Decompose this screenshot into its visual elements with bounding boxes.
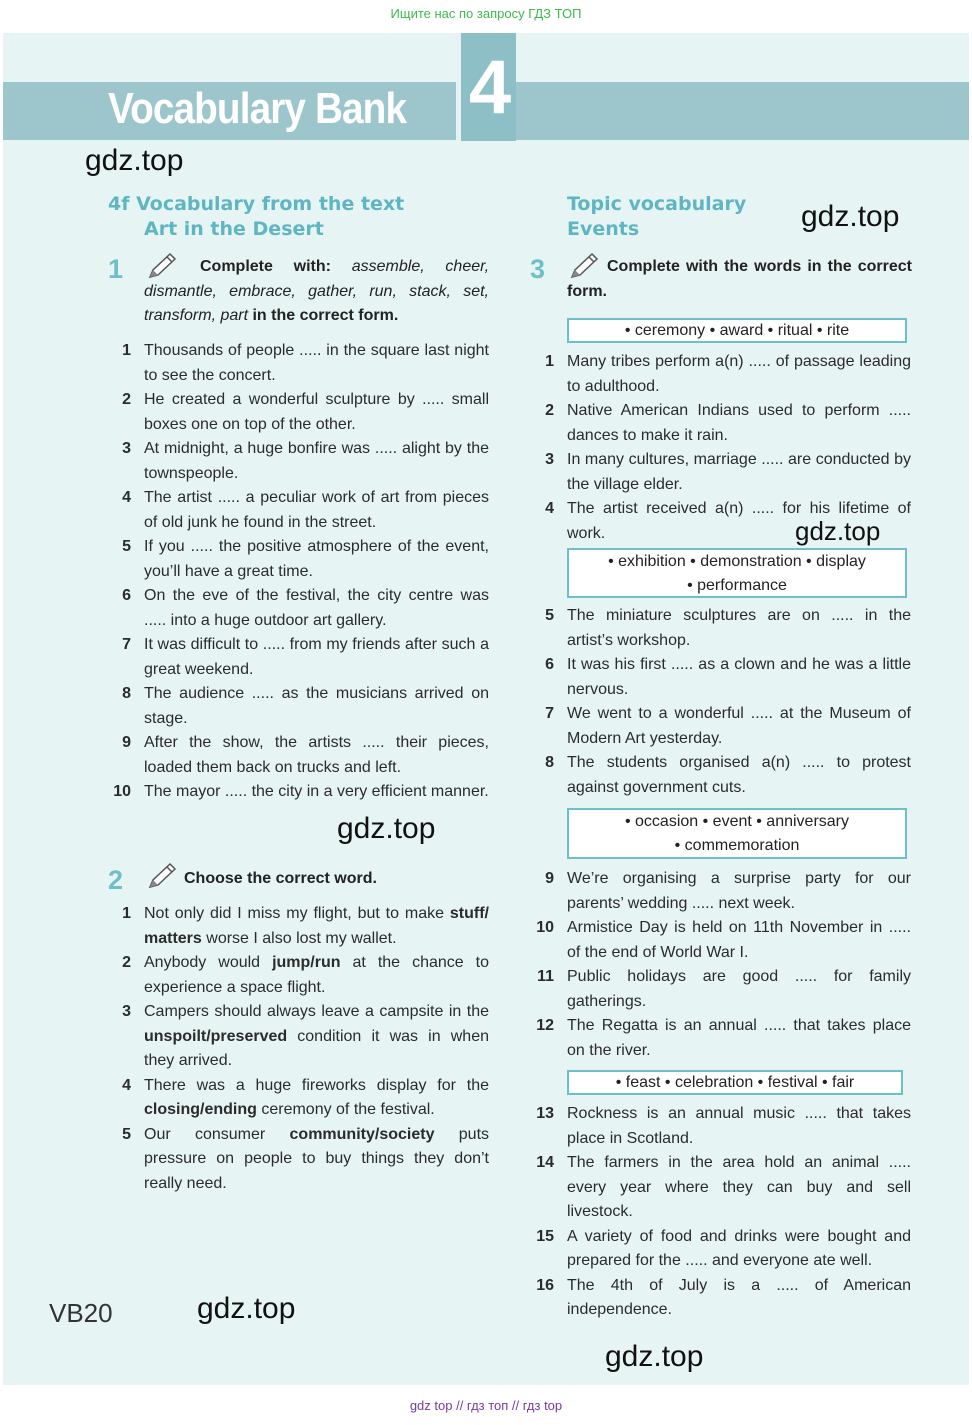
list-item	[111, 1000, 489, 1074]
exercise-3-instruction: Complete with the words in the correct form.	[567, 258, 912, 300]
item-text: worse I also lost my wallet.	[201, 929, 397, 947]
list-item	[111, 486, 489, 535]
section-subheading: Art in the Desert	[144, 218, 324, 240]
item-text: We’re organising a surprise party for our parents’ wedding ..... next week.	[567, 870, 911, 912]
choice-words: unspoilt/preserved	[144, 1027, 288, 1045]
section-subheading: Events	[567, 218, 640, 240]
list-item	[535, 702, 911, 751]
item-number: 4	[122, 489, 131, 506]
word-box-text: • performance	[687, 577, 787, 594]
choice-words: stuff/ matters	[144, 905, 489, 947]
list-item	[111, 388, 489, 437]
exercise-number: 1	[108, 254, 124, 284]
item-text: condition it was in when they arrived.	[144, 1027, 489, 1069]
item-text: After the show, the artists ..... their pieces, loaded them back on trucks and left.	[144, 734, 489, 776]
list-item	[111, 584, 489, 633]
list-item	[535, 867, 911, 916]
item-text: Anybody would	[144, 954, 273, 971]
list-item	[535, 1102, 911, 1151]
item-number: 2	[122, 954, 131, 971]
item-number: 4	[122, 1076, 131, 1094]
item-number: 10	[536, 919, 554, 936]
word-box	[567, 808, 907, 859]
item-text: The mayor ..... the city in a very efficient manner.	[144, 783, 489, 800]
list-item	[111, 780, 489, 805]
list-item	[535, 448, 911, 497]
list-item	[535, 1151, 911, 1225]
list-item	[535, 653, 911, 702]
item-text: The miniature sculptures are on ..... in the artist’s workshop.	[567, 607, 911, 649]
item-text: The artist received a(n) ..... for his lifetime of work.	[567, 500, 911, 542]
item-text: At midnight, a huge bonfire was ..... alight by the townspeople.	[144, 440, 489, 482]
unit-number: 4	[468, 45, 512, 130]
list-item	[535, 1014, 911, 1063]
item-number: 16	[536, 1276, 554, 1294]
item-number: 7	[545, 705, 554, 722]
watermark: gdz.top	[337, 812, 436, 845]
item-text: On the eve of the festival, the city centre was ..... into a huge outdoor art gallery.	[144, 587, 489, 629]
item-number: 2	[545, 402, 554, 419]
list-item	[111, 535, 489, 584]
exercise-3-list-d	[535, 1102, 911, 1323]
item-text: There was a huge fireworks display for the	[144, 1076, 489, 1094]
item-text: It was his first ..... as a clown and he was a little nervous.	[567, 656, 911, 698]
list-item	[535, 497, 911, 546]
item-number: 6	[545, 656, 554, 673]
word-box-text: • feast • celebration • festival • fair	[615, 1074, 855, 1091]
word-box	[567, 318, 907, 343]
list-item	[535, 965, 911, 1014]
watermark: gdz.top	[605, 1340, 704, 1373]
list-item	[535, 1274, 911, 1323]
item-number: 10	[113, 783, 131, 800]
word-box	[567, 1070, 903, 1095]
item-number: 8	[545, 754, 554, 771]
exercise-1-list	[111, 339, 489, 805]
item-text: The 4th of July is a ..... of American independence.	[567, 1276, 911, 1318]
exercise-number: 2	[108, 865, 124, 895]
list-item	[111, 951, 489, 1000]
word-box-text: • commemoration	[674, 837, 800, 854]
item-text: If you ..... the positive atmosphere of the event, you’ll have a great time.	[144, 538, 489, 580]
item-number: 1	[122, 905, 131, 922]
item-number: 5	[545, 607, 554, 624]
list-item	[535, 916, 911, 965]
word-box	[567, 548, 907, 598]
exercise-1-instruction	[144, 255, 489, 329]
exercise-3-list-a	[535, 350, 911, 546]
list-item	[535, 1225, 911, 1274]
list-item	[111, 339, 489, 388]
item-text: A variety of food and drinks were bought and prepared for the ..... and everyone ate well.	[567, 1227, 911, 1269]
exercise-2-list	[111, 902, 489, 1196]
item-number: 9	[122, 734, 131, 751]
watermark: gdz.top	[85, 144, 184, 177]
item-number: 4	[545, 500, 554, 517]
item-text: Public holidays are good ..... for family gatherings.	[567, 968, 911, 1010]
word-box-text: • occasion • event • anniversary	[624, 813, 850, 830]
item-text: The audience ..... as the musicians arrived on stage.	[144, 685, 489, 727]
choice-words: closing/ending	[144, 1101, 257, 1118]
item-number: 12	[536, 1017, 554, 1034]
instruction-lead: Complete with:	[200, 258, 331, 275]
item-text: Campers should always leave a campsite in the	[144, 1003, 489, 1020]
list-item	[111, 682, 489, 731]
item-text: The farmers in the area hold an animal ..... every year where they can buy and sell livestock.	[567, 1154, 911, 1220]
unit-tab-stripe	[456, 33, 461, 141]
item-number: 3	[122, 440, 131, 457]
item-text: Native American Indians used to perform ..... dances to make it rain.	[567, 402, 911, 444]
item-text: The students organised a(n) ..... to protest against government cuts.	[567, 754, 911, 796]
list-item	[535, 751, 911, 800]
section-heading-right	[567, 192, 746, 242]
list-item	[111, 437, 489, 486]
item-number: 3	[122, 1003, 131, 1020]
section-heading-line: 4f Vocabulary from the text	[108, 193, 405, 215]
exercise-3-list-c	[535, 867, 911, 1063]
choice-words: jump/run	[272, 954, 341, 971]
item-text: Armistice Day is held on 11th November in ..... of the end of World War I.	[567, 919, 911, 961]
top-note: Ищите нас по запросу ГДЗ ТОП	[390, 6, 582, 21]
bottom-note: gdz top // гдз топ // гдз top	[409, 1398, 563, 1413]
list-item	[111, 1123, 489, 1197]
watermark: gdz.top	[801, 200, 900, 233]
item-number: 14	[536, 1154, 554, 1171]
item-text: at the chance to experience a space flight.	[144, 954, 489, 996]
pencil-icon	[146, 861, 178, 891]
item-text: ceremony of the festival.	[256, 1101, 435, 1118]
list-item	[111, 1074, 489, 1123]
item-number: 8	[122, 685, 131, 702]
item-number: 2	[122, 391, 131, 408]
item-text: The Regatta is an annual ..... that takes place on the river.	[567, 1017, 911, 1059]
choice-words: community/society	[289, 1125, 435, 1143]
item-text: We went to a wonderful ..... at the Museum of Modern Art yesterday.	[567, 705, 911, 747]
word-box-text: • exhibition • demonstration • display	[608, 553, 866, 570]
item-number: 7	[122, 636, 131, 653]
item-text: It was difficult to ..... from my friends after such a great weekend.	[144, 636, 489, 678]
item-text: puts pressure on people to buy things they don’t really need.	[144, 1125, 490, 1192]
item-number: 11	[537, 968, 554, 985]
item-number: 1	[122, 342, 131, 359]
item-text: In many cultures, marriage ..... are conducted by the village elder.	[567, 451, 911, 493]
item-text: Our consumer	[144, 1125, 290, 1143]
exercise-3-list-b	[535, 604, 911, 800]
exercise-2-instruction: Choose the correct word.	[184, 870, 377, 887]
item-text: Rockness is an annual music ..... that takes place in Scotland.	[567, 1105, 911, 1147]
list-item	[535, 350, 911, 399]
list-item	[111, 633, 489, 682]
watermark: gdz.top	[795, 516, 881, 546]
list-item	[111, 902, 489, 951]
list-item	[535, 399, 911, 448]
item-number: 13	[536, 1105, 554, 1122]
item-number: 5	[122, 1125, 131, 1143]
section-heading-line: Topic vocabulary	[567, 193, 747, 215]
instruction-tail: in the correct form.	[252, 307, 399, 324]
word-box-text: • ceremony • award • ritual • rite	[624, 322, 850, 339]
item-number: 1	[545, 353, 554, 370]
watermark: gdz.top	[197, 1292, 296, 1325]
item-number: 6	[122, 587, 131, 604]
list-item	[111, 731, 489, 780]
item-text: He created a wonderful sculpture by ..... small boxes one on top of the other.	[144, 391, 489, 433]
item-text: The artist ..... a peculiar work of art from pieces of old junk he found in the street.	[144, 489, 489, 531]
item-number: 15	[536, 1227, 554, 1245]
word-list: assemble, cheer, dismantle, embrace, gather, run, stack, set, transform, part	[144, 258, 490, 324]
exercise-number: 3	[530, 254, 546, 284]
section-heading-left	[108, 192, 404, 242]
item-number: 5	[122, 538, 131, 555]
item-text: Thousands of people ..... in the square last night to see the concert.	[144, 342, 489, 384]
item-number: 9	[545, 870, 554, 887]
banner-title: Vocabulary Bank	[108, 84, 407, 133]
list-item	[535, 604, 911, 653]
item-number: 3	[545, 451, 554, 468]
item-text: Many tribes perform a(n) ..... of passage leading to adulthood.	[567, 353, 911, 395]
page-label: VB20	[49, 1298, 113, 1328]
item-text: Not only did I miss my flight, but to make	[144, 905, 450, 922]
